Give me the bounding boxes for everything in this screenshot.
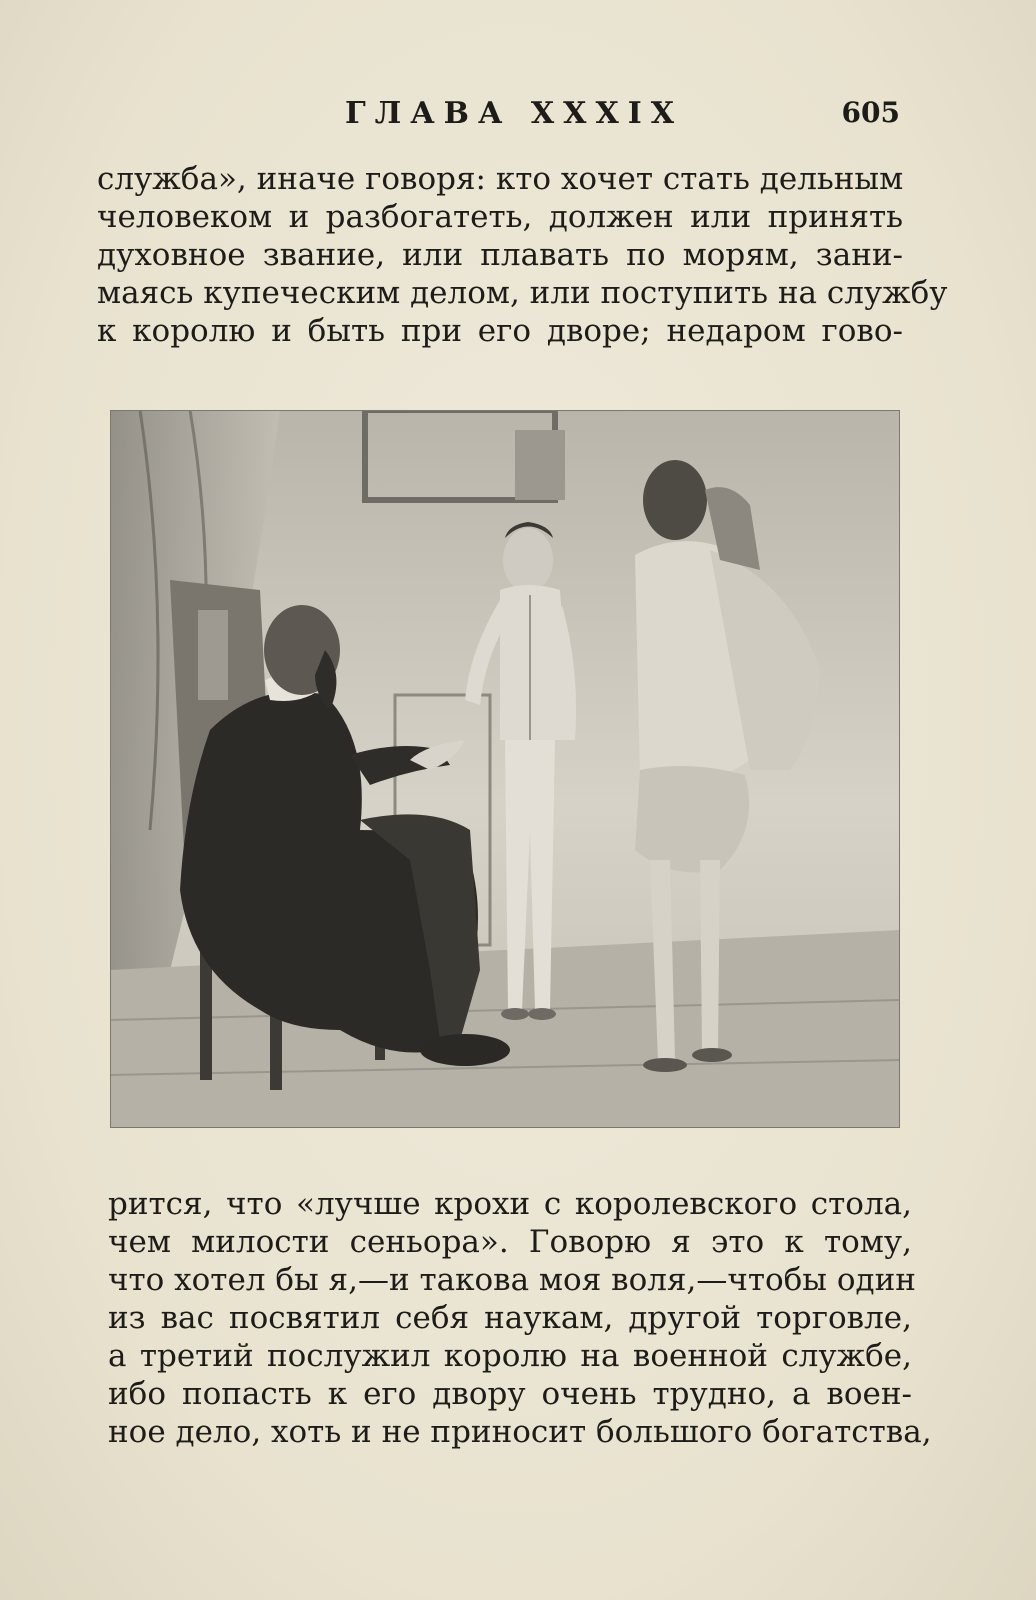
text-line: служба», иначе говоря: кто хочет стать дельным bbox=[97, 161, 904, 197]
running-head bbox=[100, 96, 900, 140]
text-block-bottom bbox=[108, 1185, 932, 1451]
chapter-title: ГЛАВА XXXIX bbox=[345, 96, 684, 131]
text-line: а третий послужил королю на военной службе, bbox=[108, 1338, 912, 1374]
page-number: 605 bbox=[841, 96, 900, 129]
text-line: маясь купеческим делом, или поступить на службу bbox=[97, 275, 948, 311]
text-line: что хотел бы я,—и такова моя воля,—чтобы один bbox=[108, 1262, 916, 1298]
text-line: к королю и быть при его дворе; недаром гово- bbox=[97, 313, 903, 349]
text-line: ное дело, хоть и не приносит большого богатства, bbox=[108, 1414, 932, 1450]
text-line: духовное звание, или плавать по морям, зани- bbox=[97, 237, 903, 273]
text-line: из вас посвятил себя наукам, другой торговле, bbox=[108, 1300, 912, 1336]
text-line: ибо попасть к его двору очень трудно, а воен- bbox=[108, 1376, 912, 1412]
text-line: человеком и разбогатеть, должен или принять bbox=[97, 199, 903, 235]
text-line: чем милости сеньора». Говорю я это к тому, bbox=[108, 1224, 912, 1260]
engraving-illustration bbox=[110, 410, 900, 1128]
text-line: рится, что «лучше крохи с королевского стола, bbox=[108, 1186, 912, 1222]
illustration bbox=[110, 410, 900, 1128]
text-block-top bbox=[97, 160, 948, 350]
